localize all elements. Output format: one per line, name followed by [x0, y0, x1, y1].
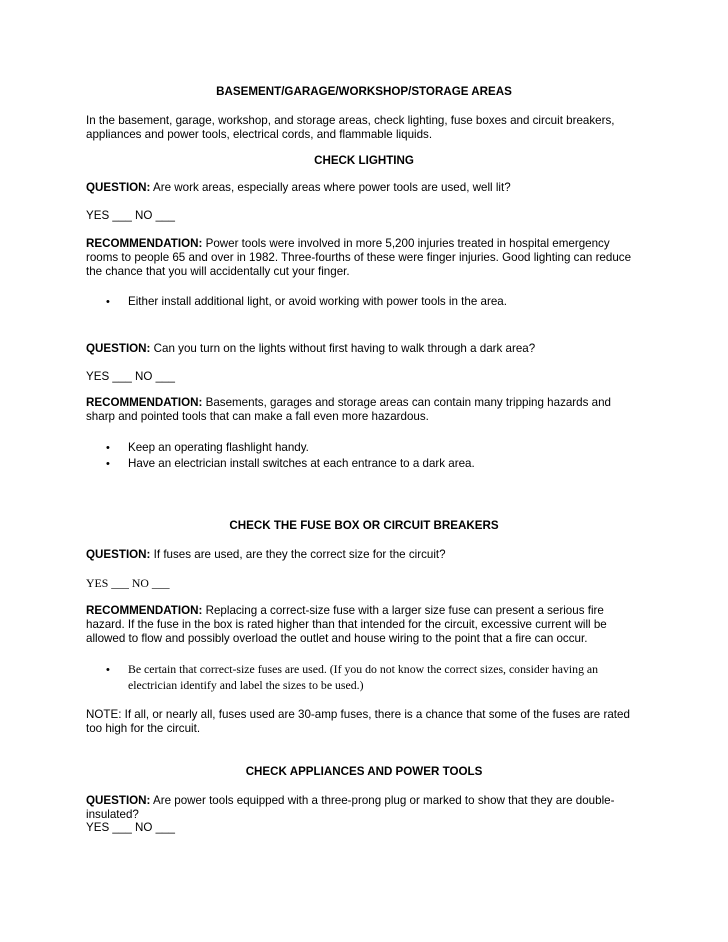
- bullet-item: Have an electrician install switches at each entrance to a dark area.: [128, 457, 475, 470]
- recommendation-text: Basements, garages and storage areas can contain many tripping hazards and sharp and pointed tools that can make a fall even more hazardous.: [86, 396, 611, 423]
- bullet-glyph: •: [106, 442, 110, 454]
- question-label: QUESTION:: [86, 548, 151, 561]
- yes-no-answer: YES ___ NO ___: [86, 576, 170, 590]
- question-label: QUESTION:: [86, 181, 151, 194]
- recommendation-fuse-1: [86, 604, 642, 646]
- section-heading-fuse: CHECK THE FUSE BOX OR CIRCUIT BREAKERS: [229, 519, 499, 532]
- question-label: QUESTION:: [86, 342, 151, 355]
- question-text: Can you turn on the lights without first having to walk through a dark area?: [153, 342, 536, 355]
- yes-no-answer: YES ___ NO ___: [86, 209, 175, 222]
- recommendation-label: RECOMMENDATION:: [86, 604, 203, 617]
- question-lighting-1: [86, 181, 642, 195]
- recommendation-label: RECOMMENDATION:: [86, 396, 203, 409]
- question-fuse-1: [86, 548, 642, 562]
- bullet-glyph: •: [106, 664, 110, 676]
- recommendation-label: RECOMMENDATION:: [86, 237, 203, 250]
- recommendation-lighting-2: [86, 396, 642, 424]
- bullet-item: Either install additional light, or avoid working with power tools in the area.: [128, 295, 507, 308]
- recommendation-text: Replacing a correct-size fuse with a larger size fuse can present a serious fire hazard. If the fuse in the box is rated higher than that intended for the circuit, excessive current will be allowed to flow and possibly overload the outlet and house wiring to the point that a fire can occur.: [86, 604, 607, 645]
- intro-paragraph: In the basement, garage, workshop, and storage areas, check lighting, fuse boxes and circuit breakers, appliances and power tools, electrical cords, and flammable liquids.: [86, 114, 615, 141]
- recommendation-lighting-1: [86, 237, 642, 279]
- section-heading-appliances: CHECK APPLIANCES AND POWER TOOLS: [245, 765, 483, 778]
- question-text: Are power tools equipped with a three-prong plug or marked to show that they are double-insulated?: [86, 794, 615, 821]
- bullet-glyph: •: [106, 296, 110, 308]
- yes-no-answer: YES ___ NO ___: [86, 370, 175, 383]
- yes-no-answer: YES ___ NO ___: [86, 821, 175, 834]
- question-label: QUESTION:: [86, 794, 151, 807]
- section-heading-lighting: CHECK LIGHTING: [314, 154, 414, 167]
- bullet-item: Be certain that correct-size fuses are used. (If you do not know the correct sizes, consider having an electrician identify and label the sizes to be used.): [128, 662, 599, 692]
- recommendation-text: Power tools were involved in more 5,200 injuries treated in hospital emergency rooms to people 65 and over in 1982. Three-fourths of these were finger injuries. Good lighting can reduce the chance that you will accidentally cut your finger.: [86, 237, 632, 278]
- question-lighting-2: [86, 342, 642, 356]
- question-text: Are work areas, especially areas where power tools are used, well lit?: [153, 181, 511, 194]
- question-text: If fuses are used, are they the correct size for the circuit?: [153, 548, 446, 561]
- bullet-glyph: •: [106, 458, 110, 470]
- note-paragraph: NOTE: If all, or nearly all, fuses used are 30-amp fuses, there is a chance that some of the fuses are rated too high for the circuit.: [86, 708, 630, 735]
- bullet-item: Keep an operating flashlight handy.: [128, 441, 309, 454]
- page-title: BASEMENT/GARAGE/WORKSHOP/STORAGE AREAS: [216, 85, 512, 98]
- question-appliances-1: [86, 794, 642, 822]
